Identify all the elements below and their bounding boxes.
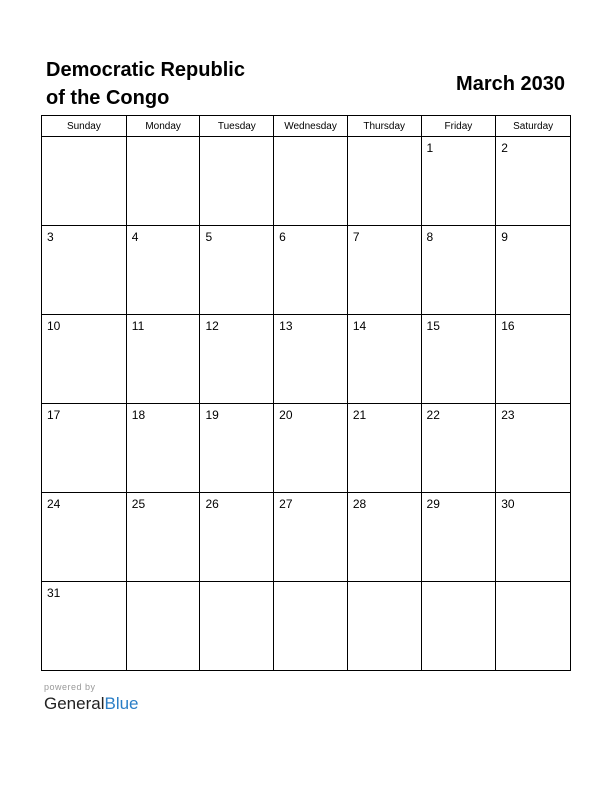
day-cell — [347, 226, 421, 315]
day-number: 5 — [205, 230, 213, 244]
day-cell — [200, 226, 274, 315]
week-row — [42, 315, 571, 404]
day-cell — [274, 582, 348, 671]
day-cell — [274, 315, 348, 404]
day-number: 18 — [131, 408, 146, 422]
week-row — [42, 226, 571, 315]
day-number: 12 — [205, 319, 219, 333]
day-number: 19 — [205, 408, 219, 422]
day-number: 3 — [47, 230, 54, 244]
day-cell — [421, 493, 496, 582]
week-row — [42, 582, 571, 671]
day-cell — [42, 582, 127, 671]
weekday-thursday: Thursday — [347, 116, 421, 137]
day-number — [127, 582, 200, 586]
day-number — [42, 137, 126, 141]
day-number — [348, 582, 421, 586]
day-number: 2 — [501, 141, 508, 155]
day-number: 13 — [279, 319, 293, 333]
day-cell — [42, 137, 127, 226]
week-row — [42, 493, 571, 582]
day-number — [496, 582, 570, 586]
day-cell — [347, 137, 421, 226]
calendar-grid — [41, 115, 571, 671]
day-number: 10 — [47, 319, 61, 333]
weekday-header-row — [42, 116, 571, 137]
day-number: 22 — [426, 408, 440, 422]
day-cell — [347, 493, 421, 582]
day-cell — [496, 404, 571, 493]
day-cell — [126, 226, 200, 315]
day-number: 9 — [501, 230, 508, 244]
day-number: 28 — [352, 497, 367, 511]
month-title: March 2030 — [456, 73, 565, 95]
footer-branding — [44, 682, 139, 715]
day-cell — [200, 404, 274, 493]
day-number — [200, 582, 273, 586]
day-number: 20 — [279, 408, 293, 422]
day-number — [274, 582, 347, 586]
weekday-monday: Monday — [126, 116, 200, 137]
day-number: 29 — [426, 497, 440, 511]
day-number: 1 — [426, 141, 434, 155]
day-cell — [496, 582, 571, 671]
brand-blue-text: Blue — [104, 694, 139, 713]
day-cell — [274, 226, 348, 315]
day-number: 30 — [501, 497, 515, 511]
powered-by-text: powered by — [44, 682, 96, 692]
day-number: 7 — [352, 230, 360, 244]
day-cell — [421, 137, 496, 226]
day-number: 14 — [352, 319, 367, 333]
day-number — [422, 582, 496, 586]
country-title: Democratic Republic of the Congo — [46, 59, 245, 109]
day-cell — [274, 137, 348, 226]
day-cell — [126, 315, 200, 404]
weekday-friday: Friday — [421, 116, 496, 137]
weekday-sunday: Sunday — [42, 116, 127, 137]
day-number — [200, 137, 273, 141]
generalblue-logo — [44, 693, 139, 715]
weekday-tuesday: Tuesday — [200, 116, 274, 137]
day-cell — [126, 493, 200, 582]
day-cell — [347, 582, 421, 671]
day-cell — [421, 226, 496, 315]
day-cell — [421, 404, 496, 493]
day-cell — [496, 315, 571, 404]
day-number: 24 — [47, 497, 61, 511]
day-cell — [274, 404, 348, 493]
day-number: 21 — [352, 408, 367, 422]
brand-general-text: General — [44, 694, 105, 713]
day-cell — [347, 404, 421, 493]
day-number — [127, 137, 200, 141]
day-cell — [421, 315, 496, 404]
day-number: 26 — [205, 497, 219, 511]
day-number — [274, 137, 347, 141]
day-cell — [200, 315, 274, 404]
day-cell — [496, 137, 571, 226]
day-cell — [126, 137, 200, 226]
day-cell — [200, 493, 274, 582]
day-number: 23 — [501, 408, 515, 422]
day-number: 27 — [279, 497, 293, 511]
day-cell — [274, 493, 348, 582]
day-number: 17 — [47, 408, 61, 422]
day-cell — [42, 493, 127, 582]
weekday-saturday: Saturday — [496, 116, 571, 137]
day-cell — [496, 493, 571, 582]
day-number: 31 — [47, 586, 61, 600]
day-cell — [421, 582, 496, 671]
day-number: 4 — [131, 230, 139, 244]
day-number: 25 — [131, 497, 146, 511]
day-cell — [496, 226, 571, 315]
day-number: 15 — [426, 319, 440, 333]
day-number: 8 — [426, 230, 434, 244]
day-number: 6 — [279, 230, 286, 244]
week-row — [42, 404, 571, 493]
week-row — [42, 137, 571, 226]
day-cell — [200, 137, 274, 226]
day-cell — [347, 315, 421, 404]
day-cell — [42, 404, 127, 493]
day-cell — [200, 582, 274, 671]
day-cell — [42, 226, 127, 315]
day-number: 11 — [131, 319, 145, 333]
day-cell — [126, 582, 200, 671]
day-cell — [126, 404, 200, 493]
day-cell — [42, 315, 127, 404]
day-number — [348, 137, 421, 141]
day-number: 16 — [501, 319, 515, 333]
weekday-wednesday: Wednesday — [274, 116, 348, 137]
